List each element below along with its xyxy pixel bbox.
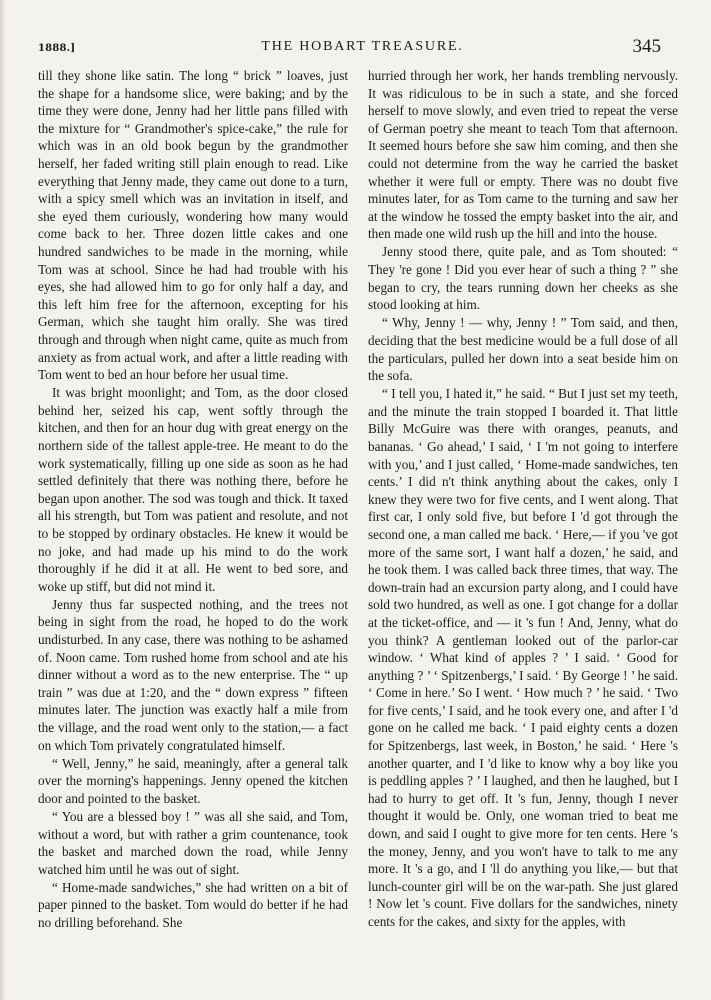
text-columns	[38, 67, 678, 987]
paragraph: It was bright moonlight; and Tom, as the door closed behind her, seized his cap, went softly through the kitchen, and then for an hour dug with great energy on the northern side of the tallest apple-tree. He meant to do the work systematically, filling up one side as soon as he had settled definitely that there was nothing there, before he began upon another. The sod was tough and thick. It taxed all his strength, but Tom was patient and resolute, and not to be stopped by ordinary obstacles. He knew it would be no joke, and had made up his mind to do the work thoroughly if he did it at all. He went to bed sore, and woke up stiff, but did not mind it.	[38, 385, 348, 594]
left-column	[38, 67, 348, 987]
paragraph: “ You are a blessed boy ! ” was all she said, and Tom, without a word, but with rather a grim countenance, took the basket and marched down the road, while Jenny watched him until he was out of sight.	[38, 808, 348, 877]
right-column	[368, 67, 678, 987]
paragraph: till they shone like satin. The long “ brick ” loaves, just the shape for a handsome slice, were baking; and by the time they were done, Jenny had her little pans filled with the mixture for “ Grandmother's spice-cake,” the rule for which was in an old book begun by the grandmother herself, her faded writing still plain enough to read. Like everything that Jenny made, they came out done to a turn, with a spicy smell which was an invitation in itself, and she eyed them curiously, wondering how many would come back to her. Three dozen little cakes and one hundred sandwiches to be made in the morning, while Tom was at school. Since he had had trouble with his eyes, she had allowed him to go for only half a day, and this left him free for the afternoon, excepting for his German, which she taught him orally. She was tired through and through when night came, quite as much from anxiety as from actual work, and after a little reading with Tom went to bed an hour before her usual time.	[38, 68, 348, 383]
header-year: 1888.]	[38, 43, 76, 54]
paragraph: “ Home-made sandwiches,” she had written on a bit of paper pinned to the basket. Tom would do better if he had no drilling beforehand. She	[38, 879, 348, 930]
page-gutter-shadow	[0, 0, 6, 1000]
page-header	[38, 38, 687, 60]
paragraph: Jenny stood there, quite pale, and as Tom shouted: “ They 're gone ! Did you ever hear of such a thing ? ” she began to cry, the tears running down her cheeks as she stood looking at him.	[368, 244, 678, 313]
paragraph: “ I tell you, I hated it,” he said. “ But I just set my teeth, and the minute the train stopped I boarded it. That little Billy McGuire was there with oranges, peanuts, and bananas. ‘ Go ahead,’ I said, ‘ I 'm not going to interfere with you,’ and I just called, ‘ Home-made sandwiches, ten cents.’ I did n't think anything about the cakes, only I knew they were two for five cents, and I went along. That first car, I only sold five, but before I 'd got through the second one, a man called me back. ‘ Here,— if you 've got more of the same sort, I want half a dozen,’ he said, and he took them. I was called back three times, that way. The down-train had an excursion party along, and I could have sold two hundred, as well as one. I got change for a dollar at the ticket-office, and — it 's fun ! And, Jenny, what do you think? A gentleman looked out of the parlor-car window. ‘ What kind of apples ? ’ I said. ‘ Good for anything ? ’ ‘ Spitzenbergs,’ I said. ‘ By George ! ’ he said. ‘ Come in here.’ So I went. ‘ How much ? ’ he said. ‘ Two for five cents,’ I said, and he took every one, and after I 'd gone on he called me back. ‘ I paid eighty cents a dozen for Spitzenbergs, last week, in Boston,’ he said. ‘ Here 's another quarter, and I 'd like to know why a boy like you is peddling apples ? ’ I laughed, and then he laughed, but I had to hurry to get off. It 's fun, Jenny, though I never thought it would be. Only, one woman tried to beat me down, and said I ought to give more for ten cents. Here 's the money, Jenny, and you won't have to talk to me any more. It 's a go, and I 'll do anything you like,— but that lunch-counter girl will be on the war-path. She just glared ! Now let 's count. Five dollars for the sandwiches, ninety cents for the cakes, and sixty for the apples, with	[368, 386, 678, 929]
running-title: THE HOBART TREASURE.	[261, 39, 464, 54]
paragraph: Jenny thus far suspected nothing, and the trees not being in sight from the road, he hoped to do the work undisturbed. In any case, there was nothing to be ashamed of. Noon came. Tom rushed home from school and ate his dinner without a word as to the new enterprise. The “ up train ” was due at 1:20, and the “ down express ” fifteen minutes later. The junction was exactly half a mile from the village, and the road went only to the station,— a fact on which Tom privately congratulated himself.	[38, 596, 348, 753]
paragraph: “ Well, Jenny,” he said, meaningly, after a general talk over the morning's happenings. Jenny opened the kitchen door and pointed to the basket.	[38, 755, 348, 806]
page-number: 345	[632, 36, 661, 57]
paragraph: “ Why, Jenny ! — why, Jenny ! ” Tom said, and then, deciding that the best medicine would be a full dose of all the particulars, pulled her down into a seat beside him on the sofa.	[368, 315, 678, 384]
paragraph: hurried through her work, her hands trembling nervously. It was ridiculous to be in such a state, and she forced herself to move slowly, and even tried to repeat the verse of German poetry she meant to teach Tom that afternoon. It seemed hours before she saw him coming, and then she could not determine from the way he carried the basket whether it were full or empty. There was no doubt five minutes later, for as Tom came to the turning and saw her at the window he tossed the empty basket into the air, and then made one wild rush up the hill and into the house.	[368, 68, 678, 242]
